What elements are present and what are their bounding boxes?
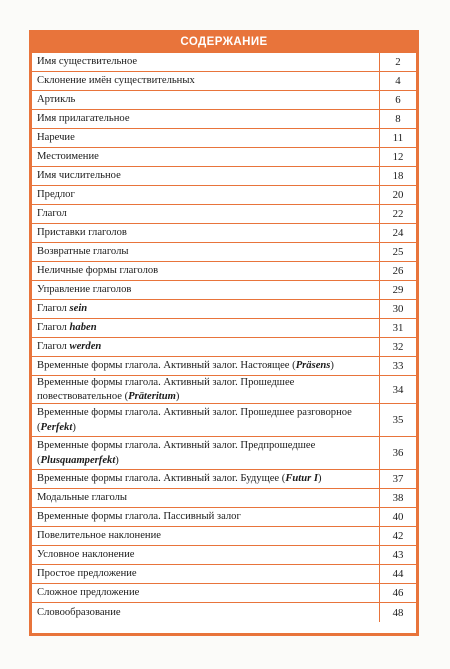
toc-row bbox=[32, 205, 416, 224]
toc-entry-title bbox=[32, 546, 379, 564]
german-term: haben bbox=[69, 322, 97, 334]
toc-entry-title bbox=[32, 53, 379, 71]
entry-text: Временные формы глагола. Активный залог. Предпрошедшее ( bbox=[37, 440, 316, 466]
toc-entry-title bbox=[32, 470, 379, 488]
toc-page-number: 22 bbox=[379, 205, 416, 223]
toc-page-number: 4 bbox=[379, 72, 416, 90]
toc-page-number: 33 bbox=[379, 357, 416, 375]
entry-text: Имя прилагательное bbox=[37, 113, 130, 125]
toc-entry-title bbox=[32, 338, 379, 356]
entry-text: ) bbox=[330, 360, 334, 372]
toc-page-number: 11 bbox=[379, 129, 416, 147]
toc-entry-title bbox=[32, 281, 379, 299]
toc-page-number: 38 bbox=[379, 489, 416, 507]
toc-page-number: 32 bbox=[379, 338, 416, 356]
toc-page-number: 8 bbox=[379, 110, 416, 128]
toc-row bbox=[32, 148, 416, 167]
toc-page-number: 20 bbox=[379, 186, 416, 204]
toc-page-number: 2 bbox=[379, 53, 416, 71]
toc-entry-title bbox=[32, 404, 379, 436]
toc-page-number: 12 bbox=[379, 148, 416, 166]
german-term: Perfekt bbox=[40, 421, 73, 433]
toc-row bbox=[32, 224, 416, 243]
toc-entry-title bbox=[32, 129, 379, 147]
toc-row bbox=[32, 376, 416, 404]
entry-text: Имя числительное bbox=[37, 170, 121, 182]
entry-text: Неличные формы глаголов bbox=[37, 265, 159, 277]
toc-entry-title bbox=[32, 72, 379, 90]
entry-text: Имя существительное bbox=[37, 56, 138, 68]
toc-page-number: 46 bbox=[379, 584, 416, 602]
entry-text: Временные формы глагола. Активный залог. Прошедшее повествовательное ( bbox=[37, 376, 295, 402]
toc-row bbox=[32, 546, 416, 565]
toc-page-number: 36 bbox=[379, 437, 416, 469]
toc-page-number: 26 bbox=[379, 262, 416, 280]
toc-entry-title bbox=[32, 148, 379, 166]
toc-page-number: 31 bbox=[379, 319, 416, 337]
toc-row bbox=[32, 300, 416, 319]
toc-page-number: 42 bbox=[379, 527, 416, 545]
toc-entry-title bbox=[32, 508, 379, 526]
toc-row bbox=[32, 53, 416, 72]
toc-row bbox=[32, 262, 416, 281]
entry-text: Возвратные глаголы bbox=[37, 246, 129, 258]
entry-text: ) bbox=[175, 391, 180, 402]
toc-row bbox=[32, 404, 416, 437]
toc-row bbox=[32, 72, 416, 91]
toc-entry-title bbox=[32, 262, 379, 280]
toc-entry-title bbox=[32, 489, 379, 507]
toc-page-number: 44 bbox=[379, 565, 416, 583]
toc-entry-title bbox=[32, 186, 379, 204]
entry-text: Повелительное наклонение bbox=[37, 530, 161, 542]
entry-text: Склонение имён существительных bbox=[37, 75, 195, 87]
toc-row bbox=[32, 281, 416, 300]
toc-page-number: 37 bbox=[379, 470, 416, 488]
toc-page-number: 48 bbox=[379, 603, 416, 622]
toc-entry-title bbox=[32, 224, 379, 242]
toc-page-number: 24 bbox=[379, 224, 416, 242]
toc-page-number: 35 bbox=[379, 404, 416, 436]
entry-text: Глагол bbox=[37, 322, 70, 334]
toc-entry-title bbox=[32, 319, 379, 337]
toc-row bbox=[32, 603, 416, 622]
toc-page-number: 43 bbox=[379, 546, 416, 564]
entry-text: Модальные глаголы bbox=[37, 492, 128, 504]
entry-text: Управление глаголов bbox=[37, 284, 132, 296]
entry-text: Условное наклонение bbox=[37, 549, 135, 561]
entry-text: Временные формы глагола. Активный залог. Настоящее ( bbox=[37, 360, 296, 372]
entry-text: Предлог bbox=[37, 189, 75, 201]
toc-page-number: 18 bbox=[379, 167, 416, 185]
toc-entry-title bbox=[32, 603, 379, 622]
toc-row bbox=[32, 470, 416, 489]
toc-entry-title bbox=[32, 167, 379, 185]
toc-row bbox=[32, 129, 416, 148]
entry-text: Глагол bbox=[37, 303, 70, 315]
german-term: werden bbox=[69, 341, 102, 353]
toc-entry-title bbox=[32, 357, 379, 375]
entry-text: Простое предложение bbox=[37, 568, 137, 580]
toc-entry-title bbox=[32, 527, 379, 545]
table-of-contents bbox=[29, 30, 419, 636]
toc-row bbox=[32, 357, 416, 376]
entry-text: Глагол bbox=[37, 208, 67, 220]
toc-entry-title bbox=[32, 110, 379, 128]
toc-entry-title bbox=[32, 376, 379, 403]
toc-entry-title bbox=[32, 300, 379, 318]
toc-page-number: 29 bbox=[379, 281, 416, 299]
toc-row bbox=[32, 243, 416, 262]
entry-text: Приставки глаголов bbox=[37, 227, 127, 239]
german-term: Präsens bbox=[295, 360, 331, 372]
toc-row bbox=[32, 319, 416, 338]
entry-text: Сложное предложение bbox=[37, 587, 140, 599]
toc-page-number: 30 bbox=[379, 300, 416, 318]
entry-text: Словообразование bbox=[37, 606, 121, 618]
toc-page-number: 25 bbox=[379, 243, 416, 261]
toc-row bbox=[32, 167, 416, 186]
toc-entry-title bbox=[32, 565, 379, 583]
toc-row bbox=[32, 489, 416, 508]
toc-row bbox=[32, 527, 416, 546]
toc-entry-title bbox=[32, 584, 379, 602]
german-term: sein bbox=[69, 303, 88, 315]
toc-entry-title bbox=[32, 91, 379, 109]
german-term: Plusquamperfekt bbox=[40, 454, 116, 466]
entry-text: Наречие bbox=[37, 132, 75, 144]
toc-page-number: 40 bbox=[379, 508, 416, 526]
entry-text: Местоимение bbox=[37, 151, 99, 163]
german-term: Futur I bbox=[285, 473, 318, 485]
toc-row bbox=[32, 508, 416, 527]
entry-text: ) bbox=[72, 421, 76, 433]
toc-title: СОДЕРЖАНИЕ bbox=[180, 36, 268, 48]
toc-row bbox=[32, 110, 416, 129]
toc-entry-title bbox=[32, 437, 379, 469]
entry-text: ) bbox=[115, 454, 119, 466]
toc-entry-title bbox=[32, 243, 379, 261]
entry-text: Временные формы глагола. Пассивный залог bbox=[37, 511, 241, 523]
entry-text: Глагол bbox=[37, 341, 70, 353]
toc-page-number: 34 bbox=[379, 376, 416, 403]
entry-text: Артикль bbox=[37, 94, 76, 106]
entry-text: ) bbox=[318, 473, 322, 485]
toc-row bbox=[32, 186, 416, 205]
toc-body bbox=[32, 53, 416, 622]
german-term: Präteritum bbox=[128, 391, 176, 402]
toc-row bbox=[32, 584, 416, 603]
entry-text: Временные формы глагола. Активный залог. Будущее ( bbox=[37, 473, 286, 485]
entry-text: Временные формы глагола. Активный залог. Прошедшее разговорное ( bbox=[37, 407, 352, 433]
toc-entry-title bbox=[32, 205, 379, 223]
toc-page-number: 6 bbox=[379, 91, 416, 109]
toc-row bbox=[32, 91, 416, 110]
toc-row bbox=[32, 338, 416, 357]
toc-header bbox=[32, 33, 416, 53]
toc-row bbox=[32, 437, 416, 470]
toc-row bbox=[32, 565, 416, 584]
